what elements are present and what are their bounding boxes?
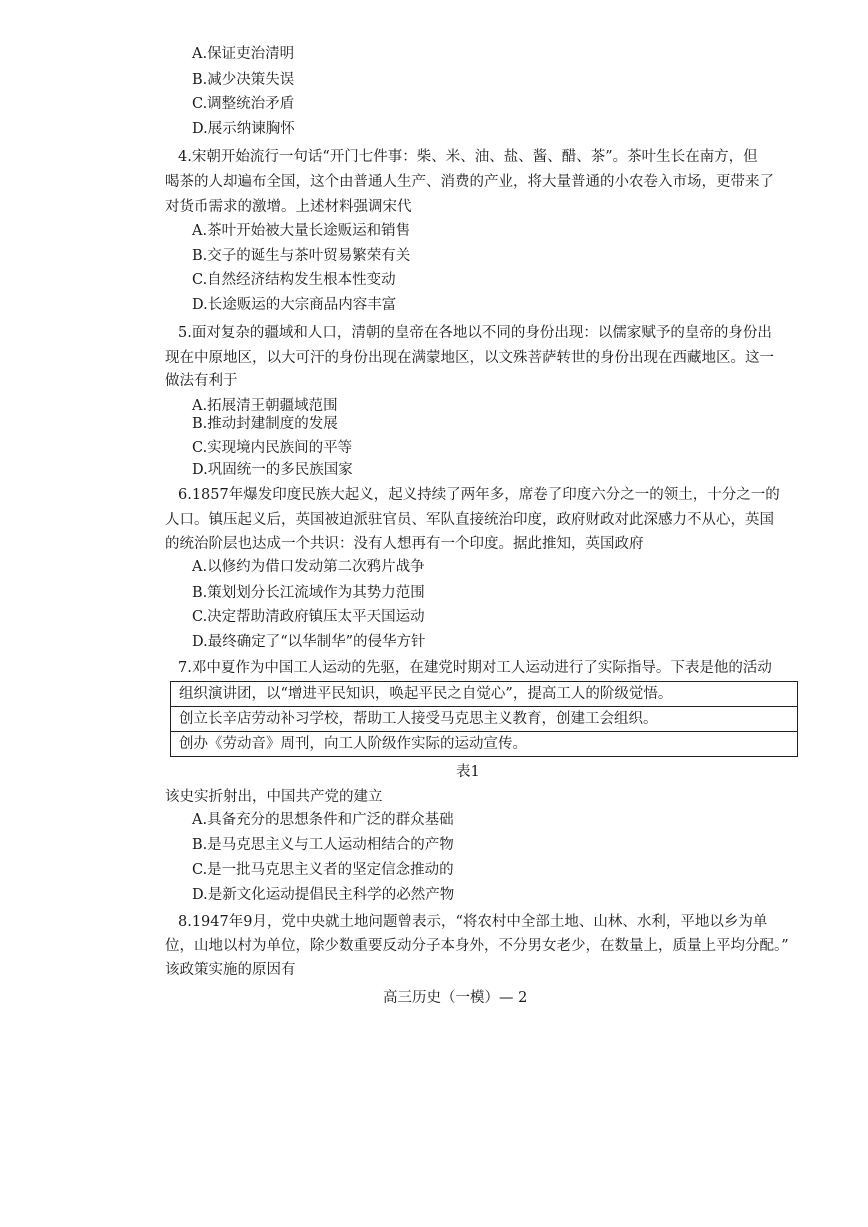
q5-option-c: C.实现境内民族间的平等 bbox=[192, 440, 353, 456]
q4-stem-line-1: 4.宋朝开始流行一句话“开门七件事：柴、米、油、盐、酱、醋、茶”。茶叶生长在南方，但 bbox=[178, 149, 758, 165]
q3-option-a: A.保证吏治清明 bbox=[192, 46, 295, 62]
q6-option-b: B.策划划分长江流域作为其势力范围 bbox=[192, 585, 425, 601]
q7-activity-table bbox=[170, 681, 798, 757]
table-caption: 表1 bbox=[456, 764, 480, 780]
q4-option-c: C.自然经济结构发生根本性变动 bbox=[192, 272, 396, 288]
table-cell: 组织演讲团，以“增进平民知识，唤起平民之自觉心”，提高工人的阶级觉悟。 bbox=[171, 682, 798, 707]
q5-option-b: B.推动封建制度的发展 bbox=[192, 416, 338, 432]
q3-option-d: D.展示纳谏胸怀 bbox=[192, 121, 295, 137]
q6-option-c: C.决定帮助清政府镇压太平天国运动 bbox=[192, 609, 425, 625]
q6-option-a: A.以修约为借口发动第二次鸦片战争 bbox=[192, 559, 425, 575]
q6-stem-line-2: 人口。镇压起义后，英国被迫派驻官员、军队直接统治印度，政府财政对此深感力不从心，英国 bbox=[165, 512, 774, 528]
q7-option-b: B.是马克思主义与工人运动相结合的产物 bbox=[192, 837, 454, 853]
q4-stem-line-2: 喝茶的人却遍布全国，这个由普通人生产、消费的产业，将大量普通的小农卷入市场，更带来了 bbox=[165, 174, 774, 190]
q4-option-b: B.交子的诞生与茶叶贸易繁荣有关 bbox=[192, 248, 411, 264]
q7-intro: 7.邓中夏作为中国工人运动的先驱，在建党时期对工人运动进行了实际指导。下表是他的活动 bbox=[178, 660, 772, 676]
table-row bbox=[171, 732, 798, 757]
q3-option-b: B.减少决策失误 bbox=[192, 72, 295, 88]
q3-option-c: C.调整统治矛盾 bbox=[192, 96, 295, 112]
q4-option-a: A.茶叶开始被大量长途贩运和销售 bbox=[192, 223, 411, 239]
table-row bbox=[171, 682, 798, 707]
q7-stem: 该史实折射出，中国共产党的建立 bbox=[165, 789, 383, 805]
q7-option-d: D.是新文化运动提倡民主科学的必然产物 bbox=[192, 887, 455, 903]
q6-stem-line-3: 的统治阶层也达成一个共识：没有人想再有一个印度。据此推知，英国政府 bbox=[165, 536, 644, 552]
q5-option-a: A.拓展清王朝疆域范围 bbox=[192, 398, 338, 414]
q5-stem-line-2: 现在中原地区，以大可汗的身份出现在满蒙地区，以文殊菩萨转世的身份出现在西藏地区。这一 bbox=[165, 350, 774, 366]
q4-stem-line-3: 对货币需求的激增。上述材料强调宋代 bbox=[165, 199, 412, 215]
q6-option-d: D.最终确定了“以华制华”的侵华方针 bbox=[192, 634, 426, 650]
q6-stem-line-1: 6.1857年爆发印度民族大起义，起义持续了两年多，席卷了印度六分之一的领土，十分之一的 bbox=[178, 487, 780, 503]
table-row bbox=[171, 707, 798, 732]
q8-stem-line-1: 8.1947年9月，党中央就土地问题曾表示，“将农村中全部土地、山林、水利，平地以乡为单 bbox=[178, 914, 768, 930]
q5-stem-line-1: 5.面对复杂的疆域和人口，清朝的皇帝在各地以不同的身份出现：以儒家赋予的皇帝的身份出 bbox=[178, 325, 772, 341]
q7-option-c: C.是一批马克思主义者的坚定信念推动的 bbox=[192, 862, 454, 878]
q8-stem-line-2: 位，山地以村为单位，除少数重要反动分子本身外，不分男女老少，在数量上，质量上平均分配。” bbox=[165, 938, 789, 954]
q4-option-d: D.长途贩运的大宗商品内容丰富 bbox=[192, 297, 397, 313]
q7-option-a: A.具备充分的思想条件和广泛的群众基础 bbox=[192, 812, 454, 828]
q8-stem-line-3: 该政策实施的原因有 bbox=[165, 962, 296, 978]
table-cell: 创办《劳动音》周刊，向工人阶级作实际的运动宣传。 bbox=[171, 732, 798, 757]
page-footer: 高三历史（一模）— 2 bbox=[383, 990, 528, 1006]
q5-stem-line-3: 做法有利于 bbox=[165, 373, 238, 389]
table-cell: 创立长辛店劳动补习学校，帮助工人接受马克思主义教育，创建工会组织。 bbox=[171, 707, 798, 732]
q5-option-d: D.巩固统一的多民族国家 bbox=[192, 462, 353, 478]
